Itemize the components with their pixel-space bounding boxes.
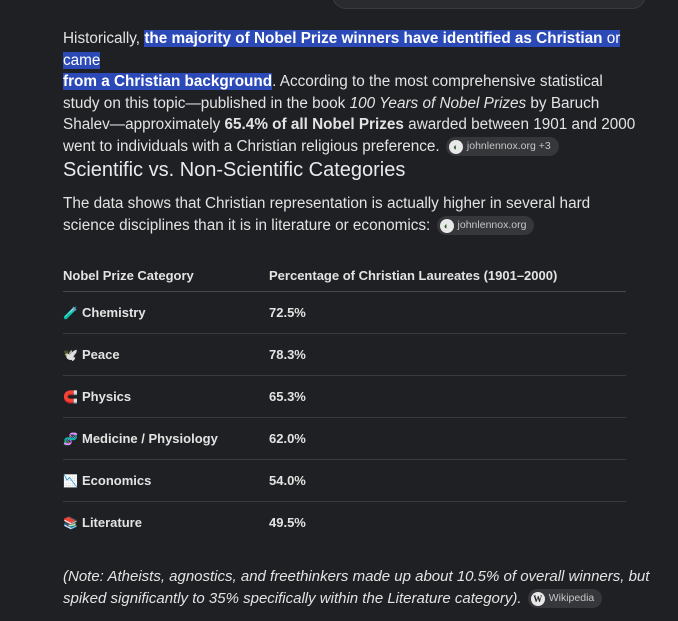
cell-percentage: 72.5%	[269, 292, 626, 334]
wikipedia-icon: W	[531, 592, 545, 606]
cell-category	[63, 418, 269, 460]
section-paragraph	[63, 193, 643, 236]
test-tube-icon: 🧪	[63, 306, 78, 320]
table-header-row	[63, 259, 626, 292]
chart-down-icon: 📉	[63, 474, 78, 488]
cell-category	[63, 502, 269, 544]
nobel-table	[63, 259, 626, 543]
intro-stat: 65.4% of all Nobel Prizes	[224, 116, 404, 133]
header-category: Nobel Prize Category	[63, 259, 269, 292]
table-row	[63, 376, 626, 418]
note-paragraph	[63, 566, 653, 609]
cell-category	[63, 460, 269, 502]
highlight-3[interactable]: from a Christian background	[63, 73, 273, 90]
source-chip-johnlennox-2[interactable]	[437, 216, 535, 235]
table-row	[63, 460, 626, 502]
category-label: Chemistry	[82, 305, 146, 320]
globe-icon: ◐	[449, 140, 463, 154]
intro-paragraph	[63, 28, 643, 157]
cell-percentage: 62.0%	[269, 418, 626, 460]
section-heading: Scientific vs. Non-Scientific Categories	[63, 159, 406, 181]
cell-percentage: 78.3%	[269, 334, 626, 376]
table-row	[63, 418, 626, 460]
cell-percentage: 65.3%	[269, 376, 626, 418]
cell-category	[63, 334, 269, 376]
intro-text-1: Historically,	[63, 30, 145, 47]
category-label: Literature	[82, 515, 142, 530]
books-icon: 📚	[63, 516, 78, 530]
dna-icon: 🧬	[63, 432, 78, 446]
table-row	[63, 292, 626, 334]
intro-text-2: . According to the most comprehensive statistical study on this topic—published in the book	[63, 73, 603, 112]
cell-percentage: 54.0%	[269, 460, 626, 502]
source-chip-johnlennox[interactable]	[446, 137, 559, 156]
note-text: (Note: Atheists, agnostics, and freethinkers made up about 10.5% of overall winners, but spiked significantly to 35% specifically within the Literature category).	[63, 568, 650, 607]
input-bar[interactable]	[332, 0, 646, 9]
answer-intro	[63, 28, 643, 157]
section-text: The data shows that Christian representation is actually higher in several hard science disciplines than it is in literature or economics:	[63, 195, 591, 234]
magnet-icon: 🧲	[63, 390, 78, 404]
chip-label: johnlennox.org +3	[466, 139, 551, 152]
intro-text-4: awarded between 1901 and 2000 went to individuals with a Christian religious preference.	[63, 116, 636, 155]
highlight-2[interactable]: or came	[63, 30, 621, 69]
book-title: 100 Years of Nobel Prizes	[349, 94, 527, 112]
header-percentage: Percentage of Christian Laureates (1901–2000)	[269, 259, 626, 292]
category-label: Physics	[82, 389, 132, 404]
chip-label: johnlennox.org	[457, 218, 527, 231]
globe-icon: ◐	[440, 219, 454, 233]
source-chip-wikipedia[interactable]	[528, 589, 603, 608]
cell-category	[63, 292, 269, 334]
cell-category	[63, 376, 269, 418]
cell-percentage: 49.5%	[269, 515, 306, 530]
category-label: Medicine / Physiology	[82, 431, 218, 446]
chip-label: Wikipedia	[548, 591, 595, 604]
highlight-1[interactable]: the majority of Nobel Prize winners have identified as Christian	[144, 30, 603, 47]
intro-text-3: by Baruch Shalev—approximately	[63, 94, 600, 133]
category-label: Economics	[82, 473, 152, 488]
category-label: Peace	[82, 347, 120, 362]
table-row	[63, 502, 626, 544]
table-row	[63, 334, 626, 376]
dove-icon: 🕊️	[63, 348, 78, 362]
